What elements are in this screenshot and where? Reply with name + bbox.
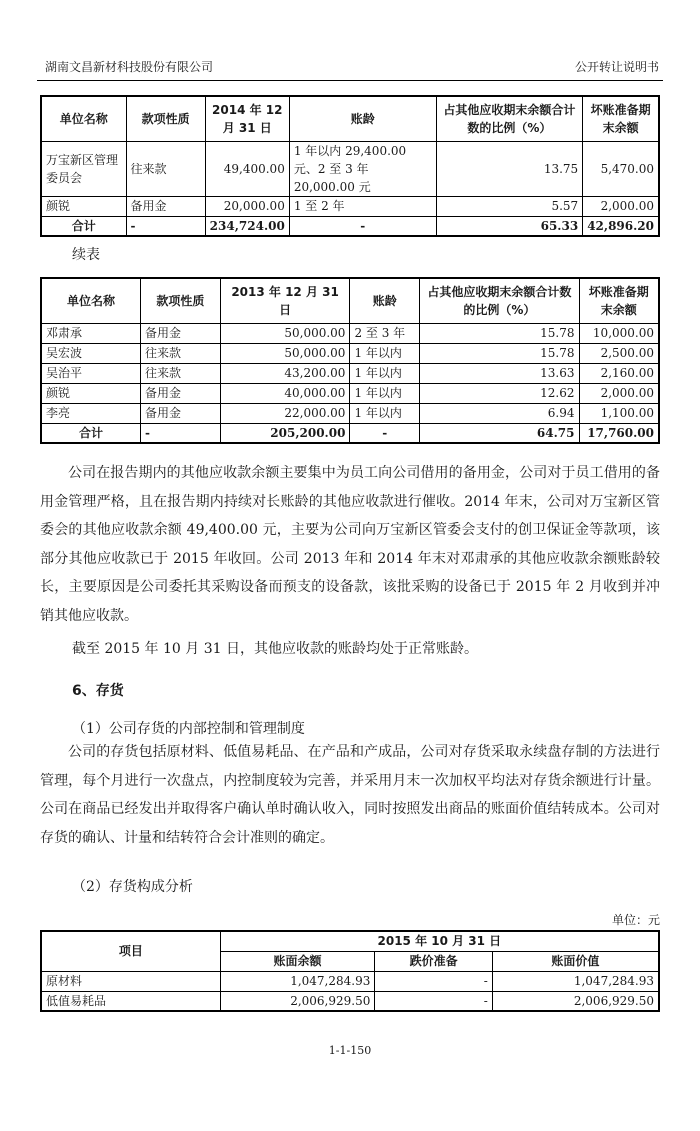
table-cell: 备用金 (141, 403, 221, 423)
table-cell: - (126, 216, 205, 236)
column-header: 账面余额 (220, 951, 375, 971)
column-header: 单位名称 (41, 278, 141, 323)
table-cell: 12.62 (420, 383, 579, 403)
table-header-row (41, 931, 659, 951)
table-row (41, 323, 659, 343)
table-total-row (41, 423, 659, 443)
table-row (41, 971, 659, 991)
table-cell: 1 年以内 29,400.00 元、2 至 3 年 20,000.00 元 (289, 141, 436, 196)
table-cell: 15.78 (420, 323, 579, 343)
table-cell: 1,047,284.93 (220, 971, 375, 991)
page-number: 1-1-150 (328, 1044, 372, 1057)
table-cell: 1 年以内 (350, 363, 420, 383)
table-cell: 50,000.00 (220, 343, 350, 363)
table-cell: 低值易耗品 (41, 991, 220, 1011)
table-cell: 13.63 (420, 363, 579, 383)
unit-label: 单位：元 (611, 913, 660, 927)
table-header-row (41, 96, 659, 141)
table-cell: 李亮 (41, 403, 141, 423)
document-title: 公开转让说明书 (574, 60, 659, 74)
table-cell: 2,000.00 (583, 196, 659, 216)
inventory-table (40, 930, 660, 1012)
column-header: 2014 年 12 月 31 日 (205, 96, 289, 141)
table-cell: 15.78 (420, 343, 579, 363)
table-cell: 2,160.00 (579, 363, 659, 383)
column-header: 坏账准备期末余额 (583, 96, 659, 141)
table-cell: 往来款 (141, 343, 221, 363)
table-cell: 1 年以内 (350, 343, 420, 363)
table-row (41, 196, 659, 216)
table-cell: 邓肃承 (41, 323, 141, 343)
table-cell: 17,760.00 (579, 423, 659, 443)
table-cell: 40,000.00 (220, 383, 350, 403)
table-cell: 1,100.00 (579, 403, 659, 423)
column-header: 坏账准备期末余额 (579, 278, 659, 323)
table-cell: - (289, 216, 436, 236)
table-row (41, 141, 659, 196)
table-cell: 备用金 (141, 323, 221, 343)
table-cell: 42,896.20 (583, 216, 659, 236)
section-heading: 6、存货 (72, 683, 124, 699)
column-header: 款项性质 (126, 96, 205, 141)
column-header: 跌价准备 (375, 951, 493, 971)
table-row (41, 991, 659, 1011)
table-cell: 234,724.00 (205, 216, 289, 236)
table-cell: 2,000.00 (579, 383, 659, 403)
column-header: 款项性质 (141, 278, 221, 323)
table-cell: 2,006,929.50 (220, 991, 375, 1011)
body-paragraph: 公司的存货包括原材料、低值易耗品、在产品和产成品，公司对存货采取永续盘存制的方法进行管理，每个月进行一次盘点，内控制度较为完善，并采用月末一次加权平均法对存货余额进行计量。公司在商品已经发出并取得客户确认单时确认收入，同时按照发出商品的账面价值结转成本。公司对存货的确认、计量和结转符合会计准则的确定。 (40, 744, 660, 846)
table-cell: - (375, 971, 493, 991)
column-header: 账龄 (350, 278, 420, 323)
table-cell: 往来款 (126, 141, 205, 196)
table-cell: 2,500.00 (579, 343, 659, 363)
total-label: 合计 (41, 216, 126, 236)
table-cell: 吴宏波 (41, 343, 141, 363)
column-header: 单位名称 (41, 96, 126, 141)
table-cell: 65.33 (436, 216, 583, 236)
company-name: 湖南文昌新材科技股份有限公司 (45, 60, 214, 74)
table-row (41, 343, 659, 363)
body-paragraph: 截至 2015 年 10 月 31 日，其他应收款的账龄均处于正常账龄。 (72, 641, 478, 657)
table-cell: 吴治平 (41, 363, 141, 383)
table-cell: 备用金 (141, 383, 221, 403)
table-cell: 1 至 2 年 (289, 196, 436, 216)
column-header: 项目 (41, 931, 220, 971)
table-cell: 5,470.00 (583, 141, 659, 196)
receivables-table-2013 (40, 277, 660, 444)
table-cell: 原材料 (41, 971, 220, 991)
table-cell: 1 年以内 (350, 403, 420, 423)
column-header: 账龄 (289, 96, 436, 141)
table-cell: - (375, 991, 493, 1011)
subsection-heading: （2）存货构成分析 (72, 879, 193, 895)
body-paragraph: 公司在报告期内的其他应收款余额主要集中为员工向公司借用的备用金，公司对于员工借用的备用金管理严格，且在报告期内持续对长账龄的其他应收款进行催收。2014 年末，公司对万宝新区管委会的其他应收款余额 49,400.00 元，主要为公司向万宝新区管委会支付的创卫保证金等款项，该部分其他应收款已于 2015 年收回。公司 2013 年和 2014 年末对邓肃承的其他应收款余额账龄较长，主要原因是公司委托其采购设备而预支的设备款，该批采购的设备已于 2015 年 2 月收到并冲销其他应收款。 (40, 465, 660, 624)
table-total-row (41, 216, 659, 236)
table-cell: 2 至 3 年 (350, 323, 420, 343)
continued-label: 续表 (72, 247, 100, 263)
table-cell: 1 年以内 (350, 383, 420, 403)
table-cell: - (350, 423, 420, 443)
column-header: 账面价值 (492, 951, 659, 971)
column-header: 占其他应收期末余额合计数的比例（%） (420, 278, 579, 323)
column-group-header: 2015 年 10 月 31 日 (220, 931, 659, 951)
column-header: 占其他应收期末余额合计数的比例（%） (436, 96, 583, 141)
table-cell: 20,000.00 (205, 196, 289, 216)
receivables-table-2014 (40, 95, 660, 237)
table-cell: 50,000.00 (220, 323, 350, 343)
table-cell: 1,047,284.93 (492, 971, 659, 991)
table-cell: 43,200.00 (220, 363, 350, 383)
table-cell: 备用金 (126, 196, 205, 216)
table-cell: - (141, 423, 221, 443)
total-label: 合计 (41, 423, 141, 443)
table-cell: 颜锐 (41, 383, 141, 403)
table-cell: 13.75 (436, 141, 583, 196)
table-cell: 64.75 (420, 423, 579, 443)
table-header-row (41, 278, 659, 323)
table-cell: 2,006,929.50 (492, 991, 659, 1011)
page-header (37, 52, 663, 81)
table-cell: 5.57 (436, 196, 583, 216)
table-row (41, 363, 659, 383)
table-cell: 颜锐 (41, 196, 126, 216)
table-cell: 万宝新区管理委员会 (41, 141, 126, 196)
table-cell: 10,000.00 (579, 323, 659, 343)
subsection-heading: （1）公司存货的内部控制和管理制度 (72, 721, 305, 737)
table-cell: 往来款 (141, 363, 221, 383)
table-row (41, 383, 659, 403)
table-cell: 205,200.00 (220, 423, 350, 443)
table-cell: 49,400.00 (205, 141, 289, 196)
table-row (41, 403, 659, 423)
table-cell: 6.94 (420, 403, 579, 423)
table-cell: 22,000.00 (220, 403, 350, 423)
column-header: 2013 年 12 月 31 日 (220, 278, 350, 323)
